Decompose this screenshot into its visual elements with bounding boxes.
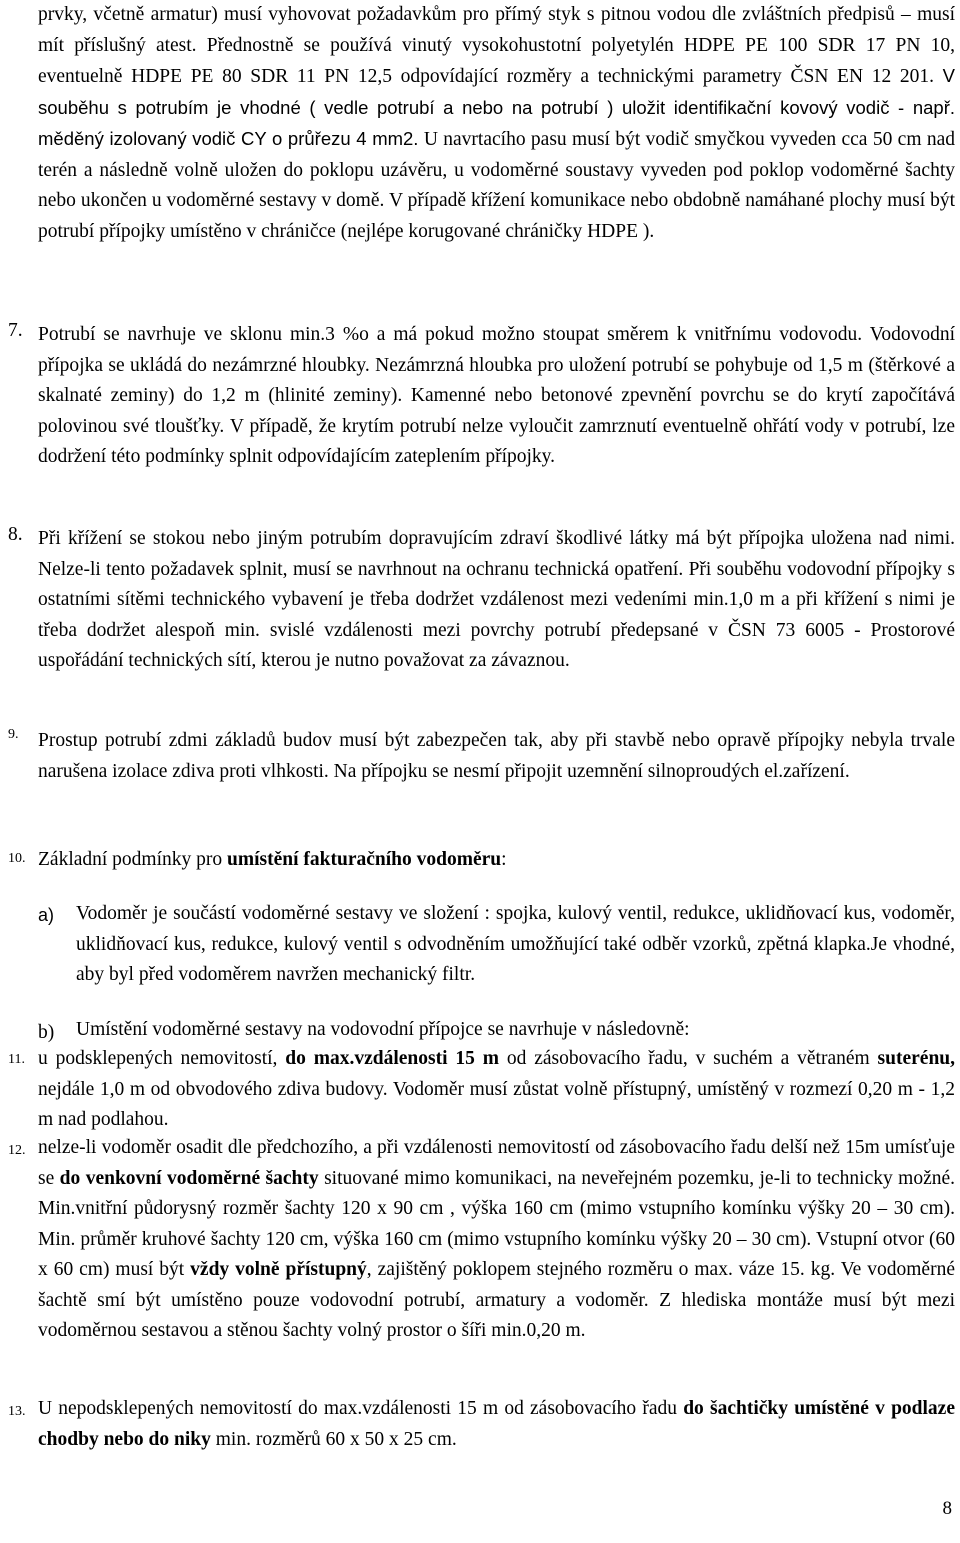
item-10-pre: Základní podmínky pro: [38, 849, 228, 870]
item-11-part-2: od zásobovacího řadu, v suchém a větraném: [498, 1048, 878, 1069]
item-10-bold: umístění fakturačního vodoměru: [227, 849, 502, 870]
item-11-text: [38, 1044, 955, 1136]
item-8-number: 8.: [8, 524, 23, 545]
item-13-bold-1: do šachtičky umístěné v podlaze chodby nebo do niky: [38, 1398, 955, 1450]
item-11-bold-2: suterénu,: [877, 1048, 956, 1069]
item-12-part-2: situované mimo komunikaci, na neveřejném pozemku, je-li to technicky možné. Min.vnitřní půdorysný rozměr šachty 120 x 90 cm , výška 160 cm (mimo vstupního komínku výšky 20 – 30 cm). Min. průměr kruhové šachty 120 cm, výška 160 cm (mimo vstupního komínku výšky 20 – 30 cm). Vstupní otvor (60 x 60 cm) musí být: [38, 1167, 955, 1280]
item-10-number: 10.: [8, 851, 26, 866]
item-12-part-1: nelze-li vodoměr osadit dle předchozího, a při vzdálenosti nemovitostí od zásobovacího řadu delší než 15m umísťuje se: [38, 1137, 955, 1189]
item-13-part-1: U nepodsklepených nemovitostí do max.vzdálenosti 15 m od zásobovacího řadu: [38, 1398, 684, 1419]
item-13-part-2: min. rozměrů 60 x 50 x 25 cm.: [210, 1428, 457, 1450]
item-10-post: :: [501, 849, 507, 870]
item-8-text: Při křížení se stokou nebo jiným potrubím dopravujícím zdraví škodlivé látky má být přípojka uložena nad nimi. Nelze-li tento požadavek splnit, musí se navrhnout na ochranu technická opatření. Při souběhu vodovodní přípojky s ostatními sítěmi technického vybavení je třeba dodržet vzdálenost mezi vedeními min.1,0 m a při křížení s nimi je třeba dodržet alespoň min. svislé vzdálenosti mezi povrchy potrubí předepsané v ČSN 73 6005 - Prostorové uspořádání technických sítí, kterou je nutno považovat za závaznou.: [38, 528, 955, 671]
intro-paragraph: [38, 0, 955, 247]
item-12-bold-2: vždy volně přístupný: [190, 1259, 367, 1280]
page-number: 8: [942, 1498, 952, 1519]
item-7-text: Potrubí se navrhuje ve sklonu min.3 %o a má pokud možno stoupat směrem k vnitřnímu vodovodu. Vodovodní přípojka se ukládá do nezámrzné hloubky. Nezámrzná hloubka pro uložení potrubí se pohybuje od 1,5 m (štěrkové a skalnaté zeminy) do 1,2 m (hlinité zeminy). Kamenné nebo betonové zpevnění povrchu se do krytí započítává polovinou své tloušťky. V případě, že krytím potrubí nelze vyloučit zamrznutí eventuelně ohřátí vody v potrubí, lze dodržení této podmínky splnit odpovídajícím zateplením přípojky.: [38, 324, 955, 467]
intro-sentence-1: prvky, včetně armatur) musí vyhovovat požadavkům pro přímý styk s pitnou vodou dle zvláštních předpisů – musí mít příslušný atest. Přednostně se používá vinutý vysokohustotní polyetylén HDPE PE 100 SDR 17 PN 10, eventuelně HDPE PE 80 SDR 11 PN 12,5 odpovídající rozměry a technickými parametry ČSN EN 12 201.: [38, 4, 955, 87]
subitem-b-label: b): [38, 1022, 55, 1043]
item-9-text: Prostup potrubí zdmi základů budov musí být zabezpečen tak, aby při stavbě nebo opravě přípojky nebyla trvale narušena izolace zdiva proti vlhkosti. Na přípojku se nesmí připojit uzemnění silnoproudých el.zařízení.: [38, 730, 955, 782]
item-11-bold-1: do max.vzdálenosti 15 m: [285, 1048, 499, 1069]
item-12-number: 12.: [8, 1143, 26, 1158]
item-7-number: 7.: [8, 320, 23, 341]
item-13-text: [38, 1394, 955, 1455]
subitem-a-text: Vodoměr je součástí vodoměrné sestavy ve složení : spojka, kulový ventil, redukce, uklidňovací kus, vodoměr, uklidňovací kus, redukce, kulový ventil s odvodněním umožňující také odběr vzorků, zpětná klapka.Je vhodné, aby byl před vodoměrem navržen mechanický filtr.: [76, 903, 955, 985]
subitem-a-label: a): [38, 905, 55, 925]
item-9-number: 9.: [8, 727, 19, 742]
item-12-part-3: , zajištěný poklopem stejného rozměru o max. váze 15. kg. Ve vodoměrné šachtě smí být umístěno pouze vodovodní potrubí, armatury a vodoměr. Z hlediska montáže musí být mezi vodoměrnou sestavou a stěnou šachty volný prostor o šíři min.0,20 m.: [38, 1259, 955, 1341]
item-11-number: 11.: [8, 1052, 25, 1067]
intro-sentence-2: V souběhu s potrubím je vhodné ( vedle potrubí a nebo na potrubí ) uložit identifikační kovový vodič - např. měděný izolovaný vodič CY o průřezu 4 mm2.: [38, 65, 956, 149]
item-11-part-1: u podsklepených nemovitostí,: [38, 1048, 286, 1069]
item-11-part-3: nejdále 1,0 m od obvodového zdiva budovy. Vodoměr musí zůstat volně přístupný, umístěný v rozmezí 0,20 m - 1,2 m nad podlahou.: [38, 1078, 955, 1130]
item-10-text: [38, 845, 955, 876]
subitem-b-text: Umístění vodoměrné sestavy na vodovodní přípojce se navrhuje v následovně:: [76, 1019, 690, 1040]
intro-sentence-3: U navrtacího pasu musí být vodič smyčkou vyveden cca 50 cm nad terén a následně volně uložen do poklopu uzávěru, u vodoměrné soustavy vyveden pod poklop vodoměrné šachty nebo ukončen u vodoměrné sestavy v domě. V případě křížení komunikace nebo obdobně namáhané plochy musí být potrubí přípojky umístěno v chráničce (nejlépe korugované chráničky HDPE ).: [38, 129, 956, 242]
item-12-text: [38, 1133, 955, 1347]
item-13-number: 13.: [8, 1404, 26, 1419]
item-12-bold-1: do venkovní vodoměrné šachty: [59, 1167, 319, 1189]
